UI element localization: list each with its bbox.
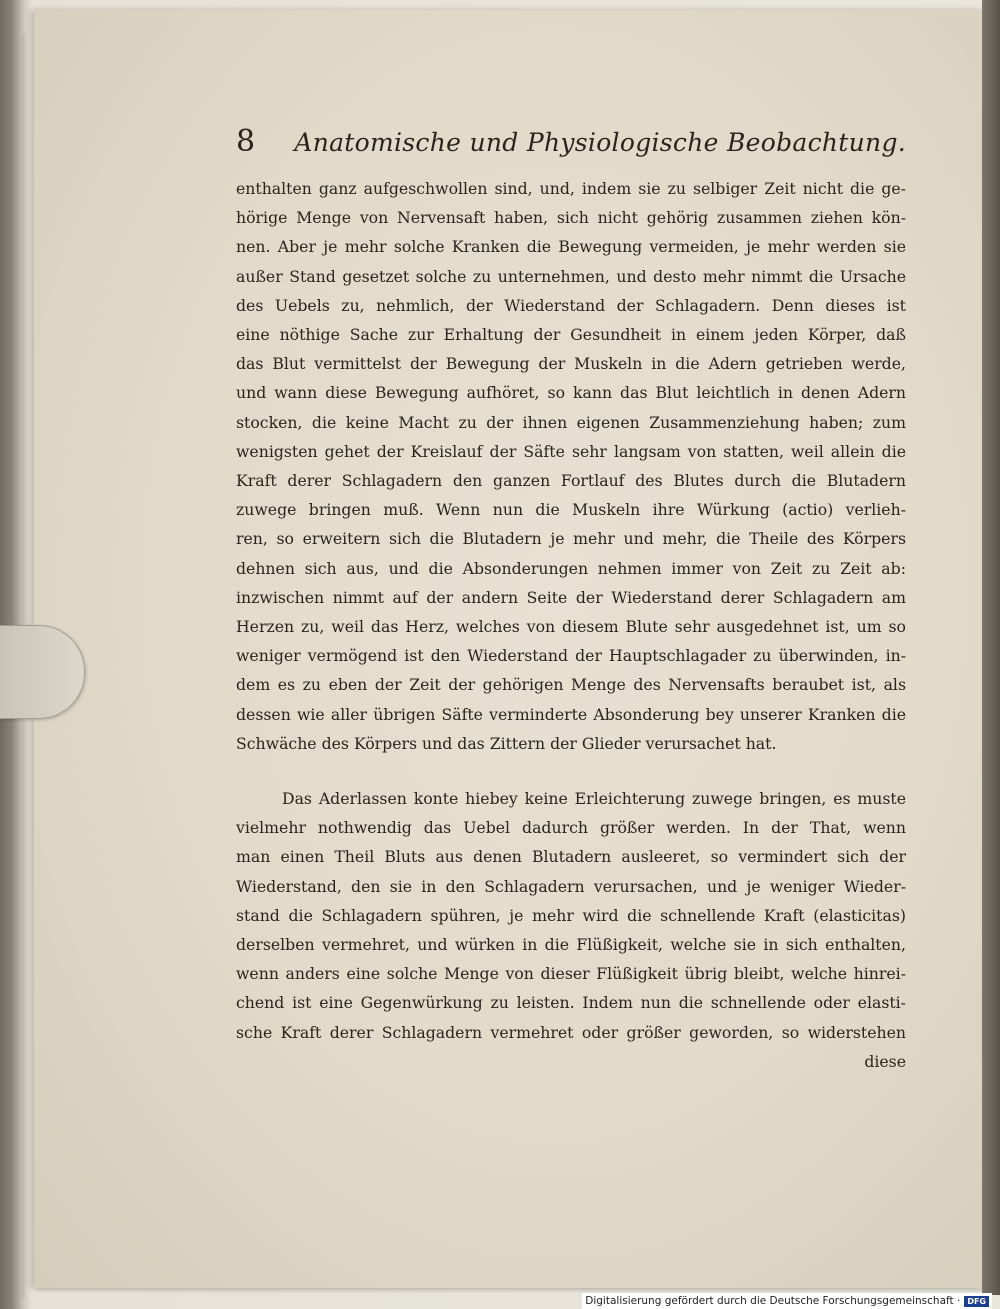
text-line: Das Aderlassen konte hiebey keine Erleichterung zuwege bringen, es muste [282,789,906,809]
text-line: weniger vermögend ist den Wiederstand der Hauptschlagader zu überwinden, in- [236,646,906,666]
text-line: ren, so erweitern sich die Blutadern je mehr und mehr, die Theile des Körpers [236,529,906,549]
text-line: sche Kraft derer Schlagadern vermehret oder größer geworden, so widerstehen [236,1022,906,1042]
text-line: stocken, die keine Macht zu der ihnen eigenen Zusammenziehung haben; zum [236,412,906,432]
text-line: Schwäche des Körpers und das Zittern der Glieder verursachet hat. [236,733,777,753]
page-number: 8 [236,124,256,159]
text-line: außer Stand gesetzet solche zu unternehmen, und desto mehr nimmt die Ursache [236,266,906,286]
page-header [236,124,906,174]
text-line: vielmehr nothwendig das Uebel dadurch größer werden. In der That, wenn [236,818,906,838]
digitization-footer [582,1293,992,1309]
text-line: eine nöthige Sache zur Erhaltung der Gesundheit in einem jeden Körper, daß [236,325,906,345]
page-content [236,124,906,1076]
text-line: Kraft derer Schlagadern den ganzen Fortlauf des Blutes durch die Blutadern [236,471,906,491]
text-line: und wann diese Bewegung aufhöret, so kann das Blut leichtlich in denen Adern [236,383,906,403]
dfg-logo-icon: DFG [964,1296,989,1307]
paragraph-2 [236,784,906,1047]
text-line: wenigsten gehet der Kreislauf der Säfte sehr langsam von statten, weil allein die [236,441,906,461]
text-line: nen. Aber je mehr solche Kranken die Bewegung vermeiden, je mehr werden sie [236,237,906,257]
paragraph-1 [236,174,906,758]
catchword: diese [864,1051,906,1071]
text-line: Wiederstand, den sie in den Schlagadern verursachen, und je weniger Wieder- [236,876,906,896]
text-line: wenn anders eine solche Menge von dieser Flüßigkeit übrig bleibt, welche hinrei- [236,964,906,984]
binding-strip [982,0,1000,1295]
text-line: derselben vermehret, und würken in die Flüßigkeit, welche sie in sich enthalten, [236,935,906,955]
text-line: inzwischen nimmt auf der andern Seite der Wiederstand derer Schlagadern am [236,587,906,607]
running-head: Anatomische und Physiologische Beobachtung. [294,128,906,157]
text-line: dehnen sich aus, und die Absonderungen nehmen immer von Zeit zu Zeit ab: [236,558,906,578]
text-line: enthalten ganz aufgeschwollen sind, und, indem sie zu selbiger Zeit nicht die ge- [236,179,906,198]
text-line: dessen wie aller übrigen Säfte verminderte Absonderung bey unserer Kranken die [236,704,906,724]
text-line: chend ist eine Gegenwürkung zu leisten. Indem nun die schnellende oder elasti- [236,993,906,1013]
text-line: Herzen zu, weil das Herz, welches von diesem Blute sehr ausgedehnet ist, um so [236,617,906,637]
text-line: dem es zu eben der Zeit der gehörigen Menge des Nervensafts beraubet ist, als [236,675,906,695]
footer-text: Digitalisierung gefördert durch die Deutsche Forschungsgemeinschaft · [585,1295,961,1307]
text-line: stand die Schlagadern spühren, je mehr wird die schnellende Kraft (elasticitas) [236,905,906,925]
text-line: man einen Theil Bluts aus denen Blutadern ausleeret, so vermindert sich der [236,847,906,867]
text-line: des Uebels zu, nehmlich, der Wiederstand der Schlagadern. Denn dieses ist [236,295,906,315]
text-line: zuwege bringen muß. Wenn nun die Muskeln ihre Würkung (actio) verlieh- [236,500,906,520]
text-line: hörige Menge von Nervensaft haben, sich nicht gehörig zusammen ziehen kön- [236,208,906,228]
text-line: das Blut vermittelst der Bewegung der Muskeln in die Adern getrieben werde, [236,354,906,374]
